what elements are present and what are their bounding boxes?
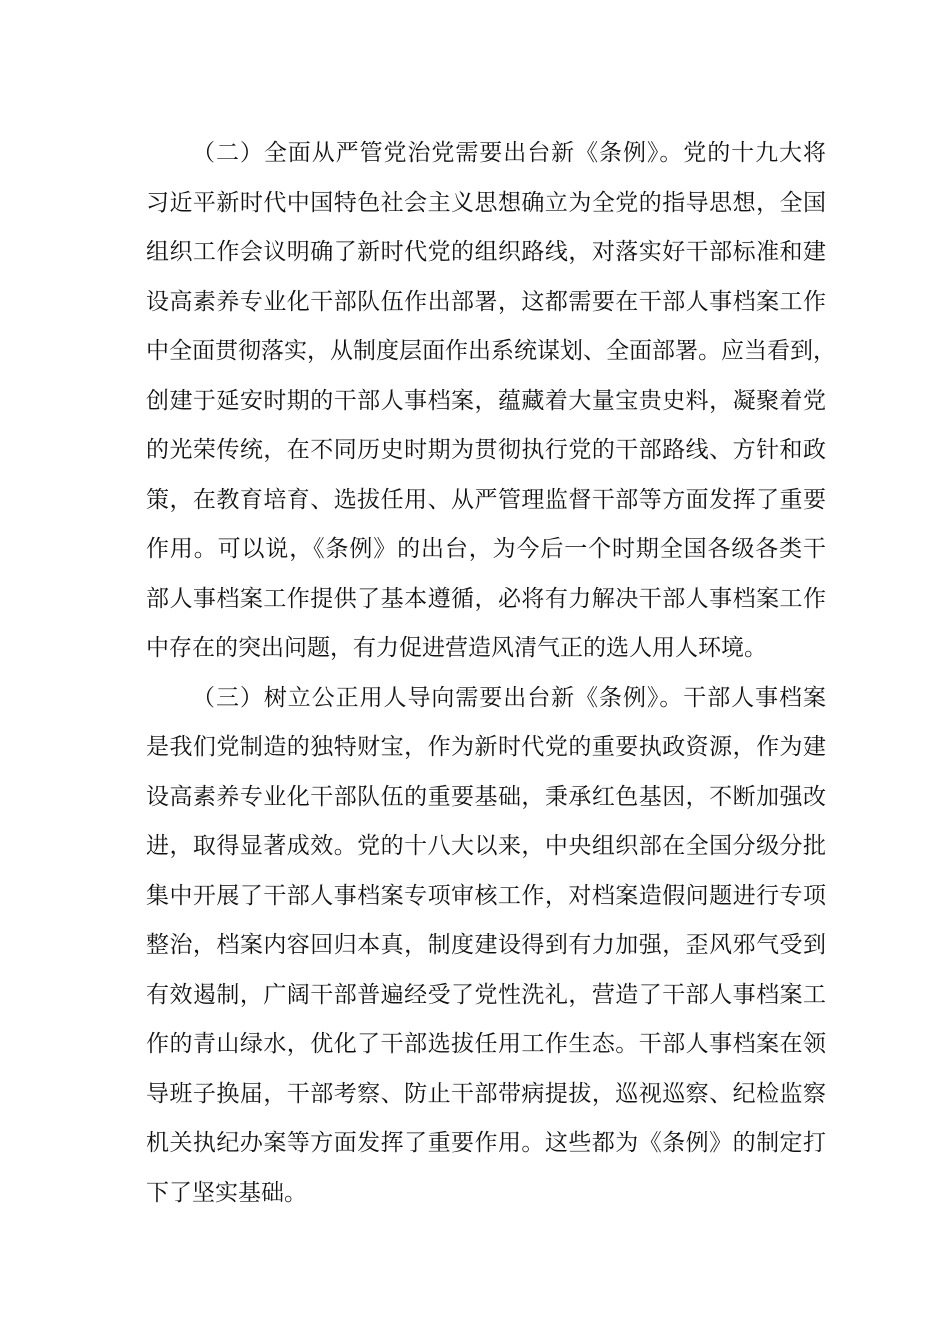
text-line: 整治，档案内容回归本真，制度建设得到有力加强，歪风邪气受到 xyxy=(146,932,826,958)
text-line: （三）树立公正用人导向需要出台新《条例》。干部人事档案 xyxy=(192,684,826,711)
document-body xyxy=(146,129,836,1218)
text-line: 作的青山绿水，优化了干部选拔任用工作生态。干部人事档案在领 xyxy=(146,1031,826,1057)
text-line: 是我们党制造的独特财宝，作为新时代党的重要执政资源，作为建 xyxy=(146,734,826,760)
text-line: 导班子换届，干部考察、防止干部带病提拔，巡视巡察、纪检监察 xyxy=(146,1080,826,1107)
text-line: 作用。可以说，《条例》的出台，为今后一个时期全国各级各类干 xyxy=(146,536,826,562)
text-line: 进，取得显著成效。党的十八大以来，中央组织部在全国分级分批 xyxy=(146,833,826,859)
paragraph-2 xyxy=(146,674,826,1219)
text-line: 机关执纪办案等方面发挥了重要作用。这些都为《条例》的制定打 xyxy=(146,1130,826,1156)
text-line: 集中开展了干部人事档案专项审核工作，对档案造假问题进行专项 xyxy=(146,882,826,909)
text-line: 有效遏制，广阔干部普遍经受了党性洗礼，营造了干部人事档案工 xyxy=(146,981,826,1008)
text-line: 部人事档案工作提供了基本遵循，必将有力解决干部人事档案工作 xyxy=(146,585,826,612)
text-line: 组织工作会议明确了新时代党的组织路线，对落实好干部标准和建 xyxy=(146,239,826,265)
text-line: 中存在的突出问题，有力促进营造风清气正的选人用人环境。 xyxy=(146,635,767,661)
text-line: 策，在教育培育、选拔任用、从严管理监督干部等方面发挥了重要 xyxy=(146,486,826,513)
text-line: （二）全面从严管党治党需要出台新《条例》。党的十九大将 xyxy=(192,140,826,166)
text-line: 的光荣传统，在不同历史时期为贯彻执行党的干部路线、方针和政 xyxy=(146,437,826,463)
text-line: 设高素养专业化干部队伍作出部署，这都需要在干部人事档案工作 xyxy=(146,288,826,315)
text-line: 习近平新时代中国特色社会主义思想确立为全党的指导思想，全国 xyxy=(146,189,826,216)
text-line: 下了坚实基础。 xyxy=(146,1179,307,1206)
text-line: 创建于延安时期的干部人事档案，蕴藏着大量宝贵史料，凝聚着党 xyxy=(146,387,826,414)
paragraph-1 xyxy=(146,129,836,674)
text-line: 设高素养专业化干部队伍的重要基础，秉承红色基因，不断加强改 xyxy=(146,783,826,810)
text-line: 中全面贯彻落实，从制度层面作出系统谋划、全面部署。应当看到， xyxy=(146,338,836,364)
